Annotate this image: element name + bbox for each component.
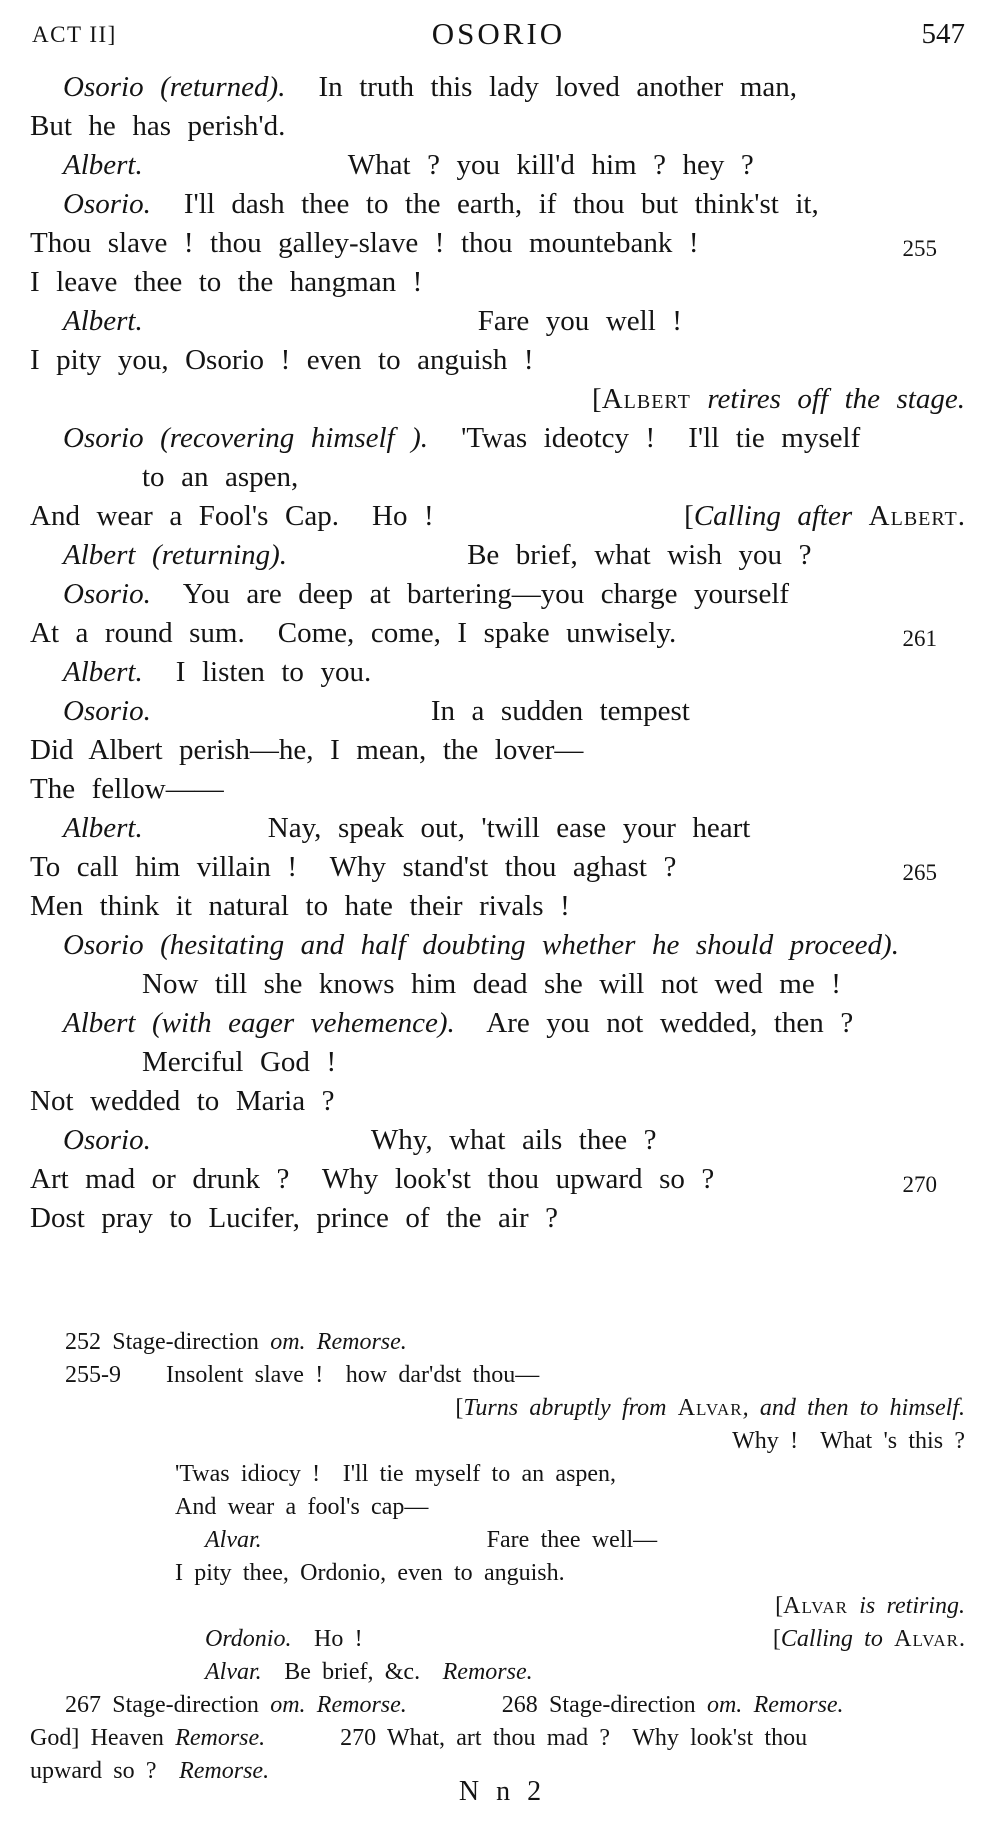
play-text-block	[30, 68, 965, 1238]
verse-line-number: 270	[902, 1172, 937, 1197]
spacer	[151, 719, 431, 720]
verse-line	[30, 341, 965, 380]
footnote-line	[30, 1590, 965, 1623]
footnote-line	[30, 1656, 965, 1689]
inline-stage-direction	[684, 497, 965, 536]
text-segment: upward so ?	[30, 1758, 180, 1784]
text-segment: Merciful God !	[142, 1046, 337, 1078]
italic-segment: Albert.	[63, 149, 143, 181]
verse-line	[30, 848, 965, 887]
character-name-segment: Alvar	[894, 1626, 959, 1652]
text-segment: Fare thee well—	[486, 1527, 658, 1553]
verse-line	[30, 1121, 965, 1160]
text-segment: Not wedded to Maria ?	[30, 1085, 335, 1117]
text-segment: And wear a Fool's Cap. Ho !	[30, 500, 434, 532]
verse-line	[30, 1082, 965, 1121]
text-segment: I leave thee to the hangman !	[30, 266, 423, 298]
text-segment: Thou slave ! thou galley-slave ! thou mountebank !	[30, 227, 699, 259]
text-segment: But he has perish'd.	[30, 110, 286, 142]
text-segment: Are you not wedded, then ?	[454, 1007, 854, 1039]
italic-segment: om. Remorse.	[270, 1329, 407, 1355]
footnote-line	[30, 1491, 965, 1524]
spacer	[143, 173, 348, 174]
verse-line	[30, 224, 965, 263]
footnote-line	[30, 1359, 965, 1392]
footnote-line	[30, 1557, 965, 1590]
spacer	[121, 1381, 166, 1382]
italic-segment: Alvar.	[205, 1659, 262, 1685]
text-segment: Art mad or drunk ? Why look'st thou upward so ?	[30, 1163, 715, 1195]
text-segment: Fare you well !	[477, 305, 682, 337]
text-segment: Nay, speak out, 'twill ease your heart	[267, 812, 751, 844]
verse-line	[30, 419, 965, 458]
text-segment: I pity thee, Ordonio, even to anguish.	[175, 1560, 565, 1586]
text-segment: Ho !	[291, 1626, 363, 1652]
text-segment: Men think it natural to hate their rivals !	[30, 890, 570, 922]
verse-line	[30, 653, 965, 692]
verse-line	[30, 458, 965, 497]
spacer	[287, 563, 467, 564]
italic-segment: om. Remorse.	[706, 1692, 844, 1718]
character-name-segment: Alvar	[783, 1593, 848, 1619]
italic-segment: Ordonio.	[205, 1626, 292, 1652]
italic-segment: Osorio (hesitating and half doubting whether he should proceed).	[63, 929, 899, 961]
italic-segment: Albert (with eager vehemence).	[63, 1007, 455, 1039]
text-segment: I listen to you.	[142, 656, 372, 688]
text-segment: [	[772, 1626, 781, 1652]
text-segment: You are deep at bartering—you charge yourself	[150, 578, 790, 610]
text-segment: Dost pray to Lucifer, prince of the air ?	[30, 1202, 559, 1234]
verse-line	[30, 107, 965, 146]
italic-segment: is retiring.	[847, 1593, 965, 1619]
text-segment: [	[684, 500, 694, 532]
footnote-line	[30, 1425, 965, 1458]
character-name-segment: Alvar	[677, 1395, 743, 1421]
running-title: OSORIO	[431, 16, 566, 51]
verse-line	[30, 731, 965, 770]
text-segment: 268 Stage-direction	[501, 1692, 707, 1718]
spacer	[262, 1546, 487, 1547]
verse-line	[30, 887, 965, 926]
italic-segment: Osorio.	[63, 578, 151, 610]
footnotes-block	[30, 1326, 965, 1788]
text-segment: 'Twas ideotcy ! I'll tie myself	[428, 422, 861, 454]
spacer	[143, 836, 268, 837]
text-segment: Why ! What 's this ?	[732, 1428, 965, 1454]
verse-line	[30, 692, 965, 731]
verse-line	[30, 575, 965, 614]
italic-segment: Alvar.	[205, 1527, 262, 1553]
italic-segment: Calling after	[693, 500, 869, 532]
italic-segment: Remorse.	[442, 1659, 533, 1685]
italic-segment: Albert.	[63, 656, 143, 688]
verse-line	[30, 536, 965, 575]
text-segment: [	[592, 383, 602, 415]
text-segment: In a sudden tempest	[430, 695, 690, 727]
verse-line	[30, 614, 965, 653]
printer-signature-mark: N n 2	[458, 1776, 542, 1807]
spacer	[407, 1711, 502, 1712]
text-segment: Be brief, what wish you ?	[467, 539, 812, 571]
footnote-line	[30, 1722, 965, 1755]
inline-stage-direction	[773, 1623, 965, 1656]
italic-segment: Albert (returning).	[63, 539, 288, 571]
text-segment: To call him villain ! Why stand'st thou aghast ?	[30, 851, 677, 883]
verse-line	[30, 1004, 965, 1043]
italic-segment: Osorio (returned).	[63, 71, 286, 103]
italic-segment: Calling to	[780, 1626, 895, 1652]
text-segment: .	[959, 1626, 965, 1652]
spacer	[265, 1744, 340, 1745]
verse-line-number: 261	[902, 626, 937, 651]
verse-line	[30, 146, 965, 185]
text-segment: 270 What, art thou mad ? Why look'st thou	[340, 1725, 808, 1751]
footnote-line	[30, 1326, 965, 1359]
italic-segment: , and then to himself.	[742, 1395, 965, 1421]
italic-segment: om. Remorse.	[270, 1692, 407, 1718]
footnote-line	[30, 1623, 965, 1656]
verse-line	[30, 1160, 965, 1199]
text-segment: 252 Stage-direction	[65, 1329, 271, 1355]
verse-line	[30, 263, 965, 302]
running-header	[30, 16, 967, 56]
verse-line	[30, 770, 965, 809]
italic-segment: Osorio (recovering himself ).	[63, 422, 429, 454]
verse-line	[30, 809, 965, 848]
italic-segment: Remorse.	[179, 1758, 270, 1784]
text-segment: Insolent slave ! how dar'dst thou—	[166, 1362, 540, 1388]
verse-line	[30, 380, 965, 419]
verse-line	[30, 185, 965, 224]
text-segment: Now till she knows him dead she will not wed me !	[142, 968, 841, 1000]
italic-segment: Osorio.	[63, 1124, 151, 1156]
italic-segment: Osorio.	[63, 695, 151, 727]
verse-line	[30, 68, 965, 107]
footnote-line	[30, 1689, 965, 1722]
text-segment: The fellow——	[30, 773, 224, 805]
text-segment: 'Twas idiocy ! I'll tie myself to an aspen,	[175, 1461, 617, 1487]
text-segment: 255-9	[65, 1362, 121, 1388]
text-segment: I pity you, Osorio ! even to anguish !	[30, 344, 534, 376]
verse-line	[30, 926, 965, 965]
verse-line-number: 265	[902, 860, 937, 885]
text-segment: to an aspen,	[142, 461, 299, 493]
verse-line	[30, 965, 965, 1004]
italic-segment: retires off the stage.	[690, 383, 965, 415]
verse-line	[30, 302, 965, 341]
text-segment: Did Albert perish—he, I mean, the lover—	[30, 734, 584, 766]
footnote-line	[30, 1392, 965, 1425]
text-segment: [	[775, 1593, 784, 1619]
italic-segment: Osorio.	[63, 188, 151, 220]
text-segment: At a round sum. Come, come, I spake unwisely.	[30, 617, 677, 649]
text-segment: Be brief, &c.	[261, 1659, 443, 1685]
text-segment: Why, what ails thee ?	[370, 1124, 657, 1156]
text-segment: And wear a fool's cap—	[175, 1494, 429, 1520]
page-number: 547	[921, 18, 965, 50]
act-scene-label: ACT II]	[32, 22, 117, 47]
spacer	[151, 1148, 371, 1149]
verse-line	[30, 1043, 965, 1082]
italic-segment: Remorse.	[175, 1725, 266, 1751]
character-name-segment: Albert	[868, 500, 958, 532]
text-segment: I'll dash thee to the earth, if thou but think'st it,	[150, 188, 819, 220]
verse-line-number: 255	[902, 236, 937, 261]
italic-segment: Albert.	[63, 305, 143, 337]
italic-segment: Albert.	[63, 812, 143, 844]
text-segment: 267 Stage-direction	[65, 1692, 271, 1718]
footnote-line	[30, 1458, 965, 1491]
italic-segment: Turns abruptly from	[463, 1395, 678, 1421]
text-segment: In truth this lady loved another man,	[285, 71, 798, 103]
text-segment: [	[455, 1395, 464, 1421]
text-segment: What ? you kill'd him ? hey ?	[347, 149, 754, 181]
text-segment: God] Heaven	[30, 1725, 176, 1751]
verse-line	[30, 1199, 965, 1238]
character-name-segment: Albert	[601, 383, 691, 415]
spacer	[143, 329, 478, 330]
text-segment: .	[957, 500, 965, 532]
verse-line	[30, 497, 965, 536]
footnote-line	[30, 1524, 965, 1557]
